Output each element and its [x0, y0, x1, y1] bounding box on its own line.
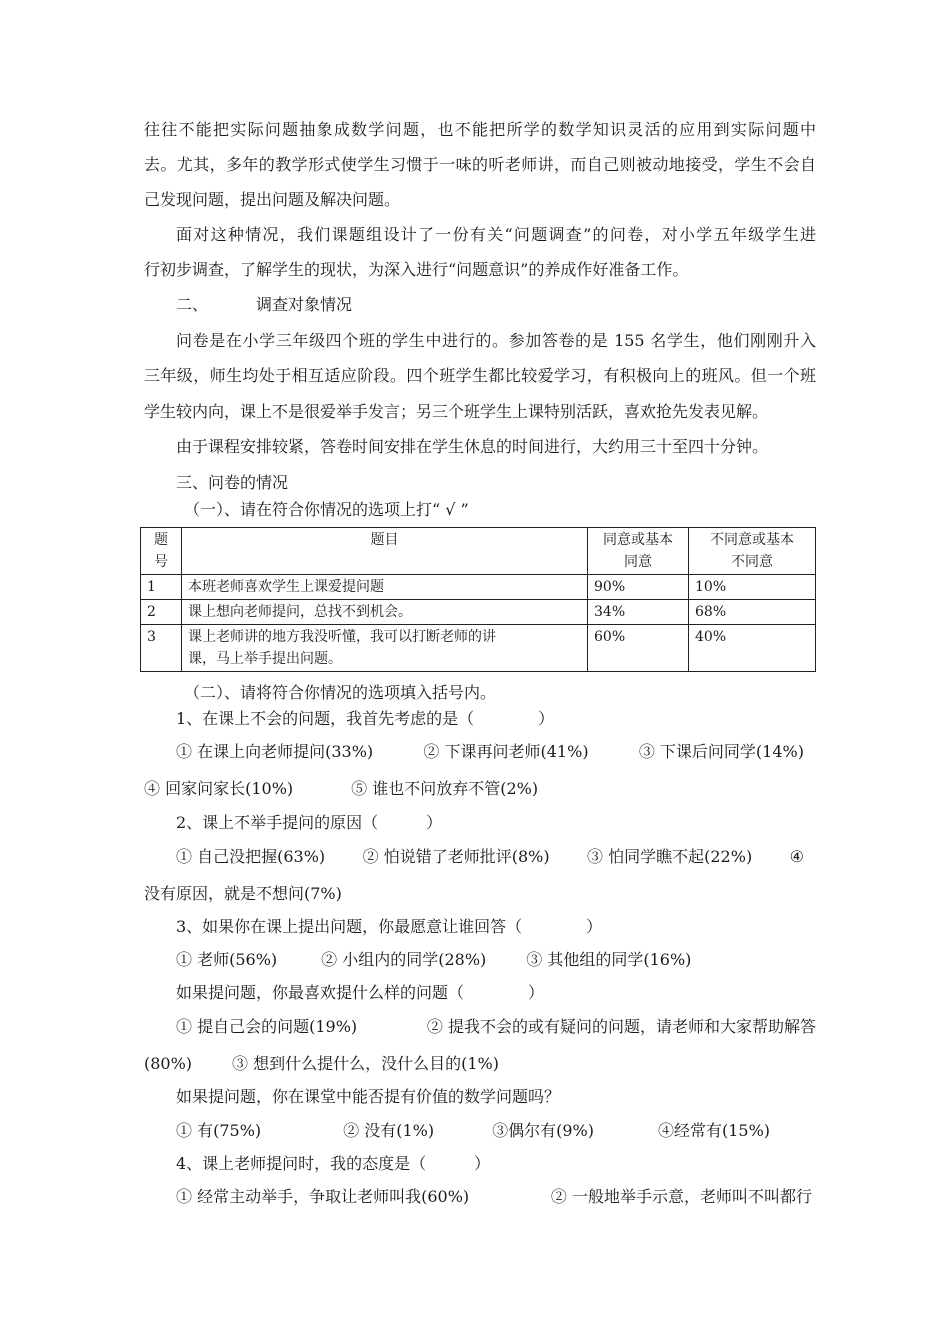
q3-stem-2: 如果提问题，你最喜欢提什么样的问题（ ）	[176, 983, 545, 1002]
part1-title: （一）、请在符合你情况的选项上打“ √ ”	[184, 500, 469, 519]
row-no: 1	[141, 575, 182, 600]
q3-option2-2-cont: (80%)	[144, 1054, 193, 1073]
header-disagree: 不同意或基本 不同意	[689, 528, 816, 575]
q3-option3-1: ① 有(75%)	[176, 1121, 262, 1140]
intro-line-3: 己发现问题，提出问题及解决问题。	[144, 190, 401, 209]
q3-stem: 3、如果你在课上提出问题，你最愿意让谁回答（ ）	[176, 917, 603, 936]
table-header-row	[141, 528, 816, 575]
q1-option-5: ⑤ 谁也不问放弃不管(2%)	[351, 779, 539, 798]
row-no: 3	[141, 625, 182, 672]
q2-option-1: ① 自己没把握(63%)	[176, 847, 326, 866]
row-question: 课上想向老师提问，总找不到机会。	[182, 600, 588, 625]
q4-stem: 4、课上老师提问时，我的态度是（ ）	[176, 1154, 491, 1173]
q3-option3-3: ③偶尔有(9%)	[492, 1121, 594, 1140]
q1-options-a	[176, 742, 804, 762]
row-agree: 60%	[588, 625, 689, 672]
q1-options-b	[144, 779, 816, 799]
section2-heading	[176, 295, 816, 315]
row-agree: 90%	[588, 575, 689, 600]
q1-option-4: ④ 回家问家长(10%)	[144, 779, 294, 798]
intro-line-2: 去。尤其，多年的教学形式使学生习惯于一味的听老师讲，而自己则被动地接受，学生不会自	[144, 155, 816, 174]
q2-option-3: ③ 怕同学瞧不起(22%)	[587, 847, 753, 866]
survey-table	[140, 527, 816, 672]
row-no: 2	[141, 600, 182, 625]
q2-option-4-marker: ④	[789, 847, 804, 866]
q4-option-2: ② 一般地举手示意，老师叫不叫都行	[550, 1187, 812, 1206]
q3-options3	[176, 1121, 816, 1141]
q3-option3-2: ② 没有(1%)	[343, 1121, 435, 1140]
q3-stem-3: 如果提问题，你在课堂中能否提有价值的数学问题吗？	[176, 1087, 561, 1106]
q4-option-1: ① 经常主动举手，争取让老师叫我(60%)	[176, 1187, 470, 1206]
q3-options2-b	[144, 1054, 816, 1074]
section2-line-2: 三年级，师生均处于相互适应阶段。四个班学生都比较爱学习，有积极向上的班风。但一个班	[144, 366, 816, 385]
q4-options-a	[176, 1187, 812, 1207]
q3-option-2: ② 小组内的同学(28%)	[321, 950, 487, 969]
section2-para2: 由于课程安排较紧，答卷时间安排在学生休息的时间进行，大约用三十至四十分钟。	[176, 437, 769, 456]
q1-option-3: ③ 下课后问同学(14%)	[638, 742, 804, 761]
table-row	[141, 575, 816, 600]
row-disagree: 40%	[689, 625, 816, 672]
q3-option-3: ③ 其他组的同学(16%)	[526, 950, 692, 969]
q2-stem: 2、课上不举手提问的原因（ ）	[176, 813, 443, 832]
table-row	[141, 625, 816, 672]
q2-options-a	[176, 847, 804, 867]
intro-para2-line-1: 面对这种情况，我们课题组设计了一份有关“问题调查”的问卷，对小学五年级学生进	[176, 225, 816, 244]
q3-option3-4: ④经常有(15%)	[657, 1121, 771, 1140]
part2-title: （二）、请将符合你情况的选项填入括号内。	[184, 683, 497, 702]
row-disagree: 68%	[689, 600, 816, 625]
row-question: 课上老师讲的地方我没听懂，我可以打断老师的讲 课，马上举手提出问题。	[182, 625, 588, 672]
row-disagree: 10%	[689, 575, 816, 600]
header-no: 题 号	[141, 528, 182, 575]
intro-line-1: 往往不能把实际问题抽象成数学问题，也不能把所学的数学知识灵活的应用到实际问题中	[144, 120, 816, 139]
q1-option-1: ① 在课上向老师提问(33%)	[176, 742, 374, 761]
q2-option-4-text: 没有原因，就是不想问(7%)	[144, 884, 342, 903]
header-question: 题目	[182, 528, 588, 575]
q3-option2-3: ③ 想到什么提什么，没什么目的(1%)	[232, 1054, 500, 1073]
q3-option-1: ① 老师(56%)	[176, 950, 278, 969]
header-agree: 同意或基本 同意	[588, 528, 689, 575]
section2-number: 二、	[176, 295, 209, 314]
row-agree: 34%	[588, 600, 689, 625]
q3-option2-1: ① 提自己会的问题(19%)	[176, 1017, 358, 1036]
section2-line-1: 问卷是在小学三年级四个班的学生中进行的。参加答卷的是 155 名学生，他们刚刚升入	[176, 331, 816, 350]
q3-options	[176, 950, 816, 970]
intro-para2-line-2: 行初步调查，了解学生的现状，为深入进行“问题意识”的养成作好准备工作。	[144, 260, 689, 279]
q2-option-2: ② 怕说错了老师批评(8%)	[362, 847, 550, 866]
q1-option-2: ② 下课再问老师(41%)	[423, 742, 589, 761]
section3-title: 三、问卷的情况	[176, 473, 289, 492]
row-question: 本班老师喜欢学生上课爱提问题	[182, 575, 588, 600]
q3-option2-2: ② 提我不会的或有疑问的问题，请老师和大家帮助解答	[426, 1017, 816, 1036]
section2-line-3: 学生较内向，课上不是很爱举手发言；另三个班学生上课特别活跃，喜欢抢先发表见解。	[144, 402, 769, 421]
section2-title: 调查对象情况	[256, 295, 353, 314]
q3-options2-a	[176, 1017, 816, 1037]
q1-stem: 1、在课上不会的问题，我首先考虑的是（ ）	[176, 709, 555, 728]
table-row	[141, 600, 816, 625]
